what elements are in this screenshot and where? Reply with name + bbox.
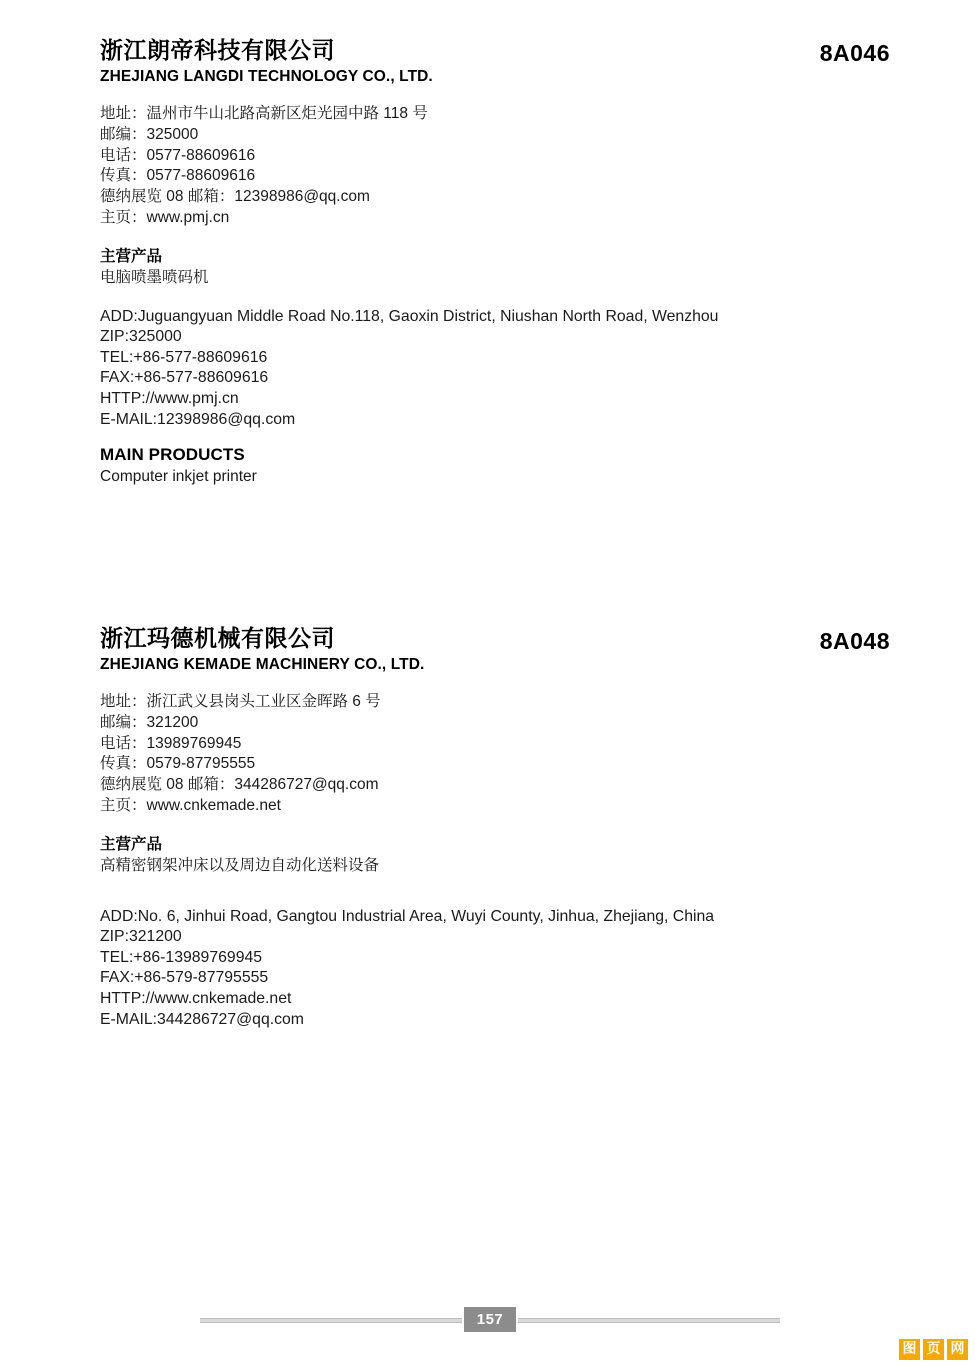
- contact-address-cn: 地址：温州市牛山北路高新区炬光园中路 118 号: [100, 105, 428, 122]
- watermark-char-2: 页: [923, 1339, 944, 1360]
- contact-email-en: E-MAIL:12398986@qq.com: [100, 410, 296, 428]
- contact-address-cn: 地址：浙江武义县岗头工业区金晖路 6 号: [100, 693, 381, 710]
- entry-header: [100, 36, 890, 88]
- main-products-title-cn: 主营产品: [100, 247, 163, 265]
- contact-address-en: ADD:No. 6, Jinhui Road, Gangtou Industrial Area, Wuyi County, Jinhua, Zhejiang, China: [100, 907, 715, 925]
- watermark-char-3: 网: [947, 1339, 968, 1360]
- contact-fax-cn: 传真：0579-87795555: [100, 755, 256, 773]
- booth-number: 8A048: [819, 628, 890, 654]
- contact-email-cn: 德纳展览 08 邮箱：12398986@qq.com: [100, 188, 370, 206]
- footer-rule-right: [518, 1318, 780, 1323]
- main-products-body-en: Computer inkjet printer: [100, 468, 257, 486]
- main-products-title-cn: 主营产品: [100, 835, 163, 853]
- contact-fax-en: FAX:+86-579-87795555: [100, 969, 269, 987]
- contact-tel-cn: 电话：0577-88609616: [100, 146, 256, 164]
- contact-email-en: E-MAIL:344286727@qq.com: [100, 1010, 304, 1028]
- company-name-en: ZHEJIANG LANGDI TECHNOLOGY CO., LTD.: [100, 67, 433, 85]
- contact-tel-en: TEL:+86-577-88609616: [100, 348, 268, 366]
- contact-zip-cn: 邮编：321200: [100, 713, 199, 731]
- contact-address-en: ADD:Juguangyuan Middle Road No.118, Gaoxin District, Niushan North Road, Wenzhou: [100, 307, 719, 325]
- page-footer: [0, 1296, 980, 1366]
- main-products-body-cn: 电脑喷墨喷码机: [100, 268, 209, 286]
- company-entry: [100, 624, 890, 1030]
- contact-zip-en: ZIP:321200: [100, 928, 182, 946]
- main-products-body-cn: 高精密钢架冲床以及周边自动化送料设备: [100, 856, 380, 874]
- company-entry: [100, 36, 890, 488]
- contact-block-en: [100, 307, 890, 431]
- contact-fax-en: FAX:+86-577-88609616: [100, 369, 269, 387]
- contact-email-cn: 德纳展览 08 邮箱：344286727@qq.com: [100, 776, 379, 794]
- contact-http-en: HTTP://www.pmj.cn: [100, 389, 239, 407]
- contact-zip-cn: 邮编：325000: [100, 125, 199, 143]
- contact-http-en: HTTP://www.cnkemade.net: [100, 989, 292, 1007]
- contact-block-cn: [100, 692, 890, 817]
- footer-rule-left: [200, 1318, 462, 1323]
- company-name-cn: 浙江朗帝科技有限公司: [100, 37, 335, 63]
- contact-zip-en: ZIP:325000: [100, 328, 182, 346]
- contact-tel-en: TEL:+86-13989769945: [100, 948, 263, 966]
- contact-homepage-cn: 主页：www.pmj.cn: [100, 208, 230, 226]
- main-products-title-en: MAIN PRODUCTS: [100, 445, 245, 465]
- entry-header: [100, 624, 890, 676]
- booth-number: 8A046: [819, 40, 890, 66]
- contact-tel-cn: 电话：13989769945: [100, 734, 242, 752]
- watermark: [899, 1339, 968, 1360]
- watermark-char-1: 图: [899, 1339, 920, 1360]
- page-number: 157: [464, 1307, 516, 1332]
- contact-block-cn: [100, 104, 890, 229]
- contact-fax-cn: 传真：0577-88609616: [100, 167, 256, 185]
- company-name-en: ZHEJIANG KEMADE MACHINERY CO., LTD.: [100, 655, 425, 673]
- contact-block-en: [100, 907, 890, 1031]
- contact-homepage-cn: 主页：www.cnkemade.net: [100, 796, 281, 814]
- company-name-cn: 浙江玛德机械有限公司: [100, 625, 335, 651]
